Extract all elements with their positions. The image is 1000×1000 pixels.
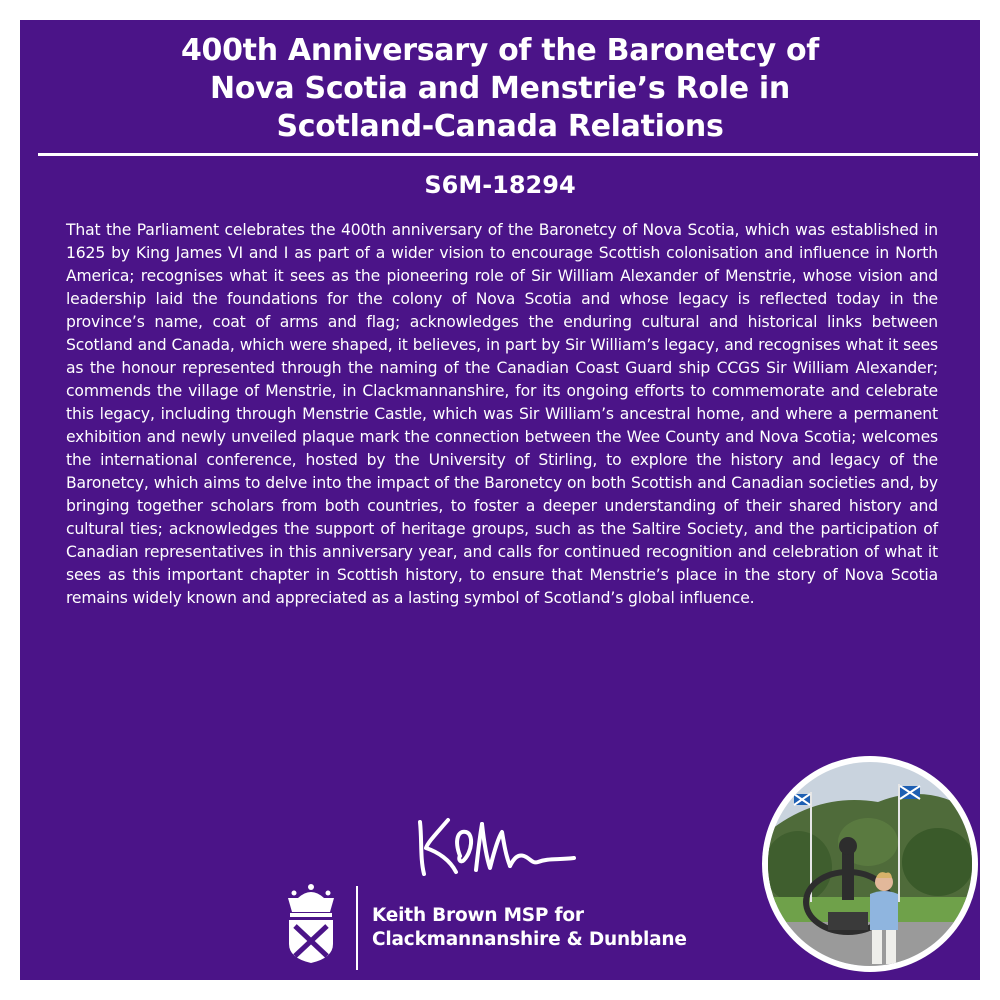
signatory-line-2: Clackmannanshire & Dunblane [372, 929, 687, 950]
title-line-1: 400th Anniversary of the Baronetcy of [180, 33, 820, 68]
title-line-3: Scotland-Canada Relations [276, 109, 724, 144]
signatory-block [372, 904, 687, 952]
signatory-line-1: Keith Brown MSP for [372, 905, 584, 926]
motion-title [60, 32, 940, 146]
title-divider [38, 153, 978, 156]
mp-photo [762, 756, 978, 972]
portrait-photo-icon [768, 762, 972, 966]
signatory-divider [356, 886, 358, 970]
motion-text: That the Parliament celebrates the 400th anniversary of the Baronetcy of Nova Scotia, which was established in 1625 by King James VI and I as part of a wider vision to encourage Scottish colonisation and influence in North America; recognises what it sees as the pioneering role of Sir William Alexander of Menstrie, whose vision and leadership laid the foundations for the colony of Nova Scotia and whose legacy is reflected today in the province’s name, coat of arms and flag; acknowledges the enduring cultural and historical links between Scotland and Canada, which were shaped, it believes, in part by Sir William’s legacy, and recognises what it sees as the honour represented through the naming of the Canadian Coast Guard ship CCGS Sir William Alexander; commends the village of Menstrie, in Clackmannanshire, for its ongoing efforts to commemorate and celebrate this legacy, including through Menstrie Castle, which was Sir William’s ancestral home, and where a permanent exhibition and newly unveiled plaque mark the connection between the Wee County and Nova Scotia; welcomes the international conference, hosted by the University of Stirling, to explore the history and legacy of the Baronetcy, which aims to delve into the impact of the Baronetcy on both Scottish and Canadian societies and, by bringing together scholars from both countries, to foster a deeper understanding of their shared history and cultural ties; acknowledges the support of heritage groups, such as the Saltire Society, and the participation of Canadian representatives in this anniversary year, and calls for continued recognition and celebration of what it sees as this important chapter in Scottish history, to ensure that Menstrie’s place in the story of Nova Scotia remains widely known and appreciated as a lasting symbol of Scotland’s global influence. [66, 221, 938, 607]
motion-reference: S6M-18294 [424, 171, 576, 199]
signature-icon [398, 810, 588, 880]
crest-icon [280, 882, 342, 964]
title-line-2: Nova Scotia and Menstrie’s Role in [210, 71, 790, 106]
